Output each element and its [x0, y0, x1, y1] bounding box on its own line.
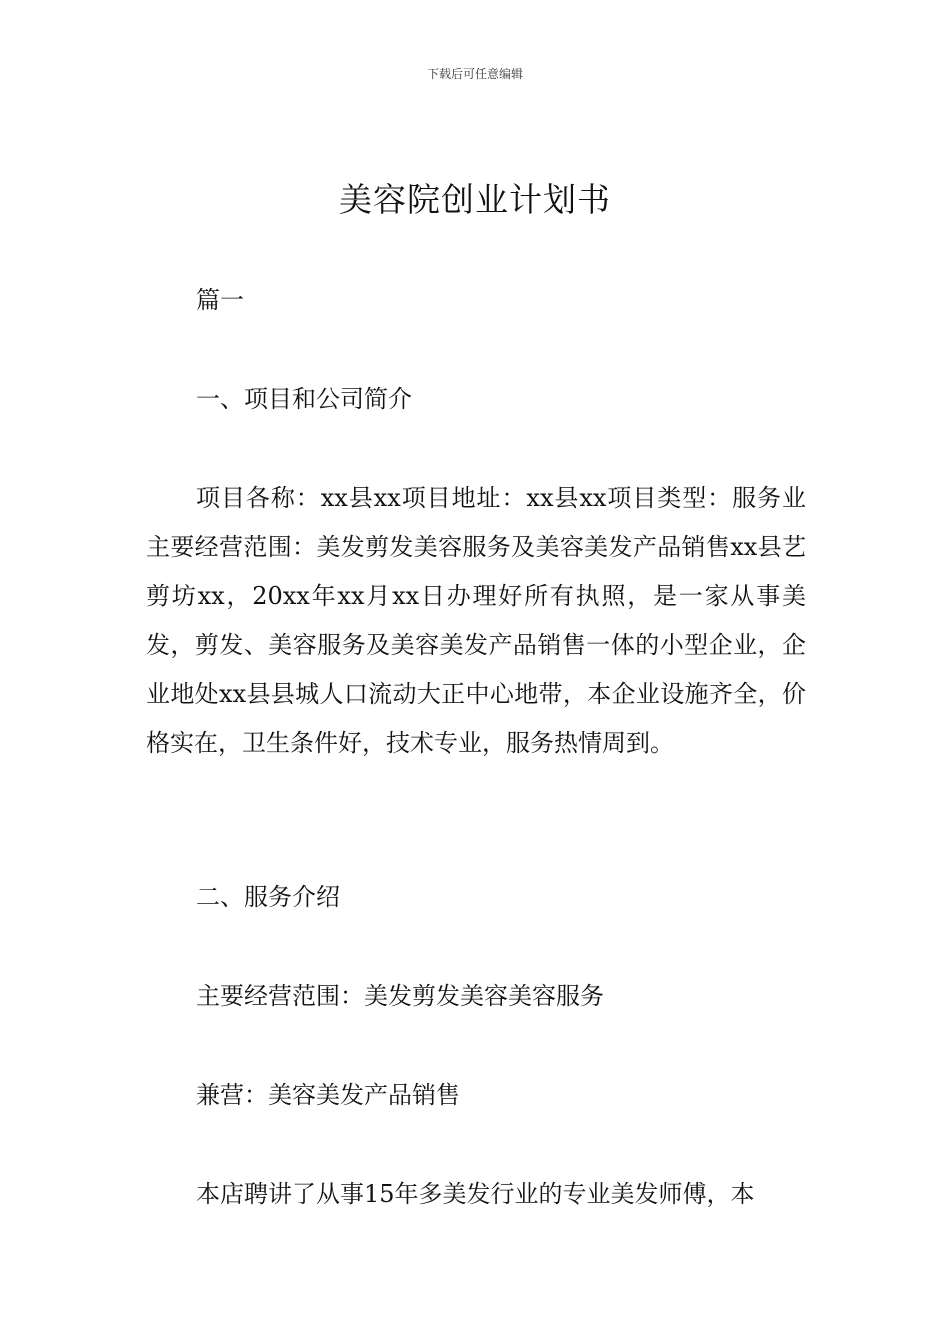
section-label-block — [146, 276, 806, 325]
section-heading-services: 二、服务介绍 — [196, 883, 340, 911]
section-heading-company-intro: 一、项目和公司简介 — [196, 385, 412, 413]
heading-1-block — [146, 375, 806, 424]
company-intro-paragraph: 项目各称：xx县xx项目地址：xx县xx项目类型：服务业主要经营范围：美发剪发美容服务及美容美发产品销售xx县艺剪坊xx，20xx年xx月xx日办理好所有执照，是一家从事美发，剪发、美容服务及美容美发产品销售一体的小型企业，企业地处xx县县城人口流动大正中心地带，本企业设施齐全，价格实在，卫生条件好，技术专业，服务热情周到。 — [146, 484, 806, 757]
intro-paragraph-block — [146, 474, 806, 768]
side-business: 兼营：美容美发产品销售 — [196, 1081, 460, 1109]
last-paragraph-block — [146, 1170, 806, 1219]
staff-paragraph: 本店聘讲了从事15年多美发行业的专业美发师傅，本 — [196, 1180, 755, 1208]
header-note: 下载后可任意编辑 — [426, 67, 523, 81]
section-label: 篇一 — [196, 286, 244, 314]
main-scope-block — [146, 972, 806, 1021]
document-title: 美容院创业计划书 — [339, 180, 611, 219]
main-business-scope: 主要经营范围：美发剪发美容美容服务 — [196, 982, 604, 1010]
heading-2-block — [146, 873, 806, 922]
side-business-block — [146, 1071, 806, 1120]
